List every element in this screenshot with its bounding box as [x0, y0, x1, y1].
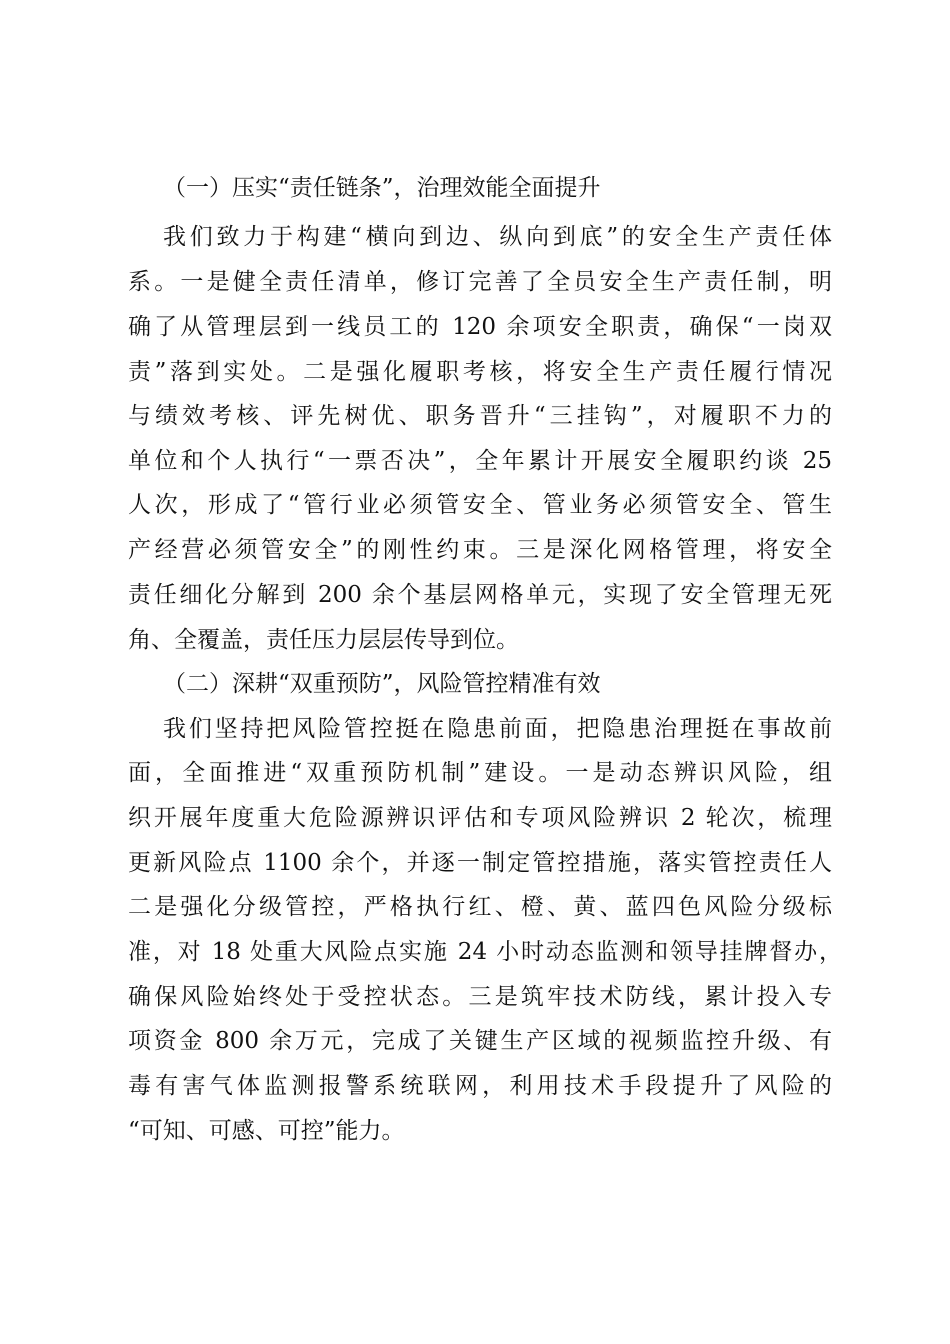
paragraph-line: 项资金 800 余万元，完成了关键生产区域的视频监控升级、有: [128, 1028, 832, 1054]
paragraph-line: 毒有害气体监测报警系统联网，利用技术手段提升了风险的: [128, 1073, 832, 1099]
paragraph-line: 我们坚持把风险管控挺在隐患前面，把隐患治理挺在事故前: [163, 716, 832, 742]
paragraph-line: 单位和个人执行“一票否决”，全年累计开展安全履职约谈 25: [128, 448, 832, 474]
paragraph-line: 人次，形成了“管行业必须管安全、管业务必须管安全、管生: [128, 492, 832, 518]
paragraph-line: “可知、可感、可控”能力。: [128, 1118, 405, 1144]
paragraph-line: 更新风险点 1100 余个，并逐一制定管控措施，落实管控责任人: [128, 850, 832, 876]
paragraph-line: 与绩效考核、评先树优、职务晋升“三挂钩”，对履职不力的: [128, 403, 832, 429]
section-heading: （二）深耕“双重预防”，风险管控精准有效: [163, 671, 601, 697]
paragraph-line: 确了从管理层到一线员工的 120 余项安全职责，确保“一岗双: [128, 314, 832, 340]
paragraph-line: 责”落到实处。二是强化履职考核，将安全生产责任履行情况: [128, 359, 832, 385]
paragraph-line: 产经营必须管安全”的刚性约束。三是深化网格管理，将安全: [128, 537, 832, 563]
section-heading: （一）压实“责任链条”，治理效能全面提升: [163, 175, 601, 201]
paragraph-line: 面，全面推进“双重预防机制”建设。一是动态辨识风险，组: [128, 760, 832, 786]
paragraph-line: 确保风险始终处于受控状态。三是筑牢技术防线，累计投入专: [128, 984, 832, 1010]
paragraph-line: 角、全覆盖，责任压力层层传导到位。: [128, 627, 519, 653]
paragraph-line: 我们致力于构建“横向到边、纵向到底”的安全生产责任体: [163, 224, 832, 250]
paragraph-line: 责任细化分解到 200 余个基层网格单元，实现了安全管理无死: [128, 582, 832, 608]
paragraph-line: 织开展年度重大危险源辨识评估和专项风险辨识 2 轮次，梳理: [128, 805, 832, 831]
paragraph-line: 二是强化分级管控，严格执行红、橙、黄、蓝四色风险分级标: [128, 894, 832, 920]
paragraph-line: 准，对 18 处重大风险点实施 24 小时动态监测和领导挂牌督办，: [128, 939, 842, 965]
paragraph-line: 系。一是健全责任清单，修订完善了全员安全生产责任制，明: [128, 269, 832, 295]
